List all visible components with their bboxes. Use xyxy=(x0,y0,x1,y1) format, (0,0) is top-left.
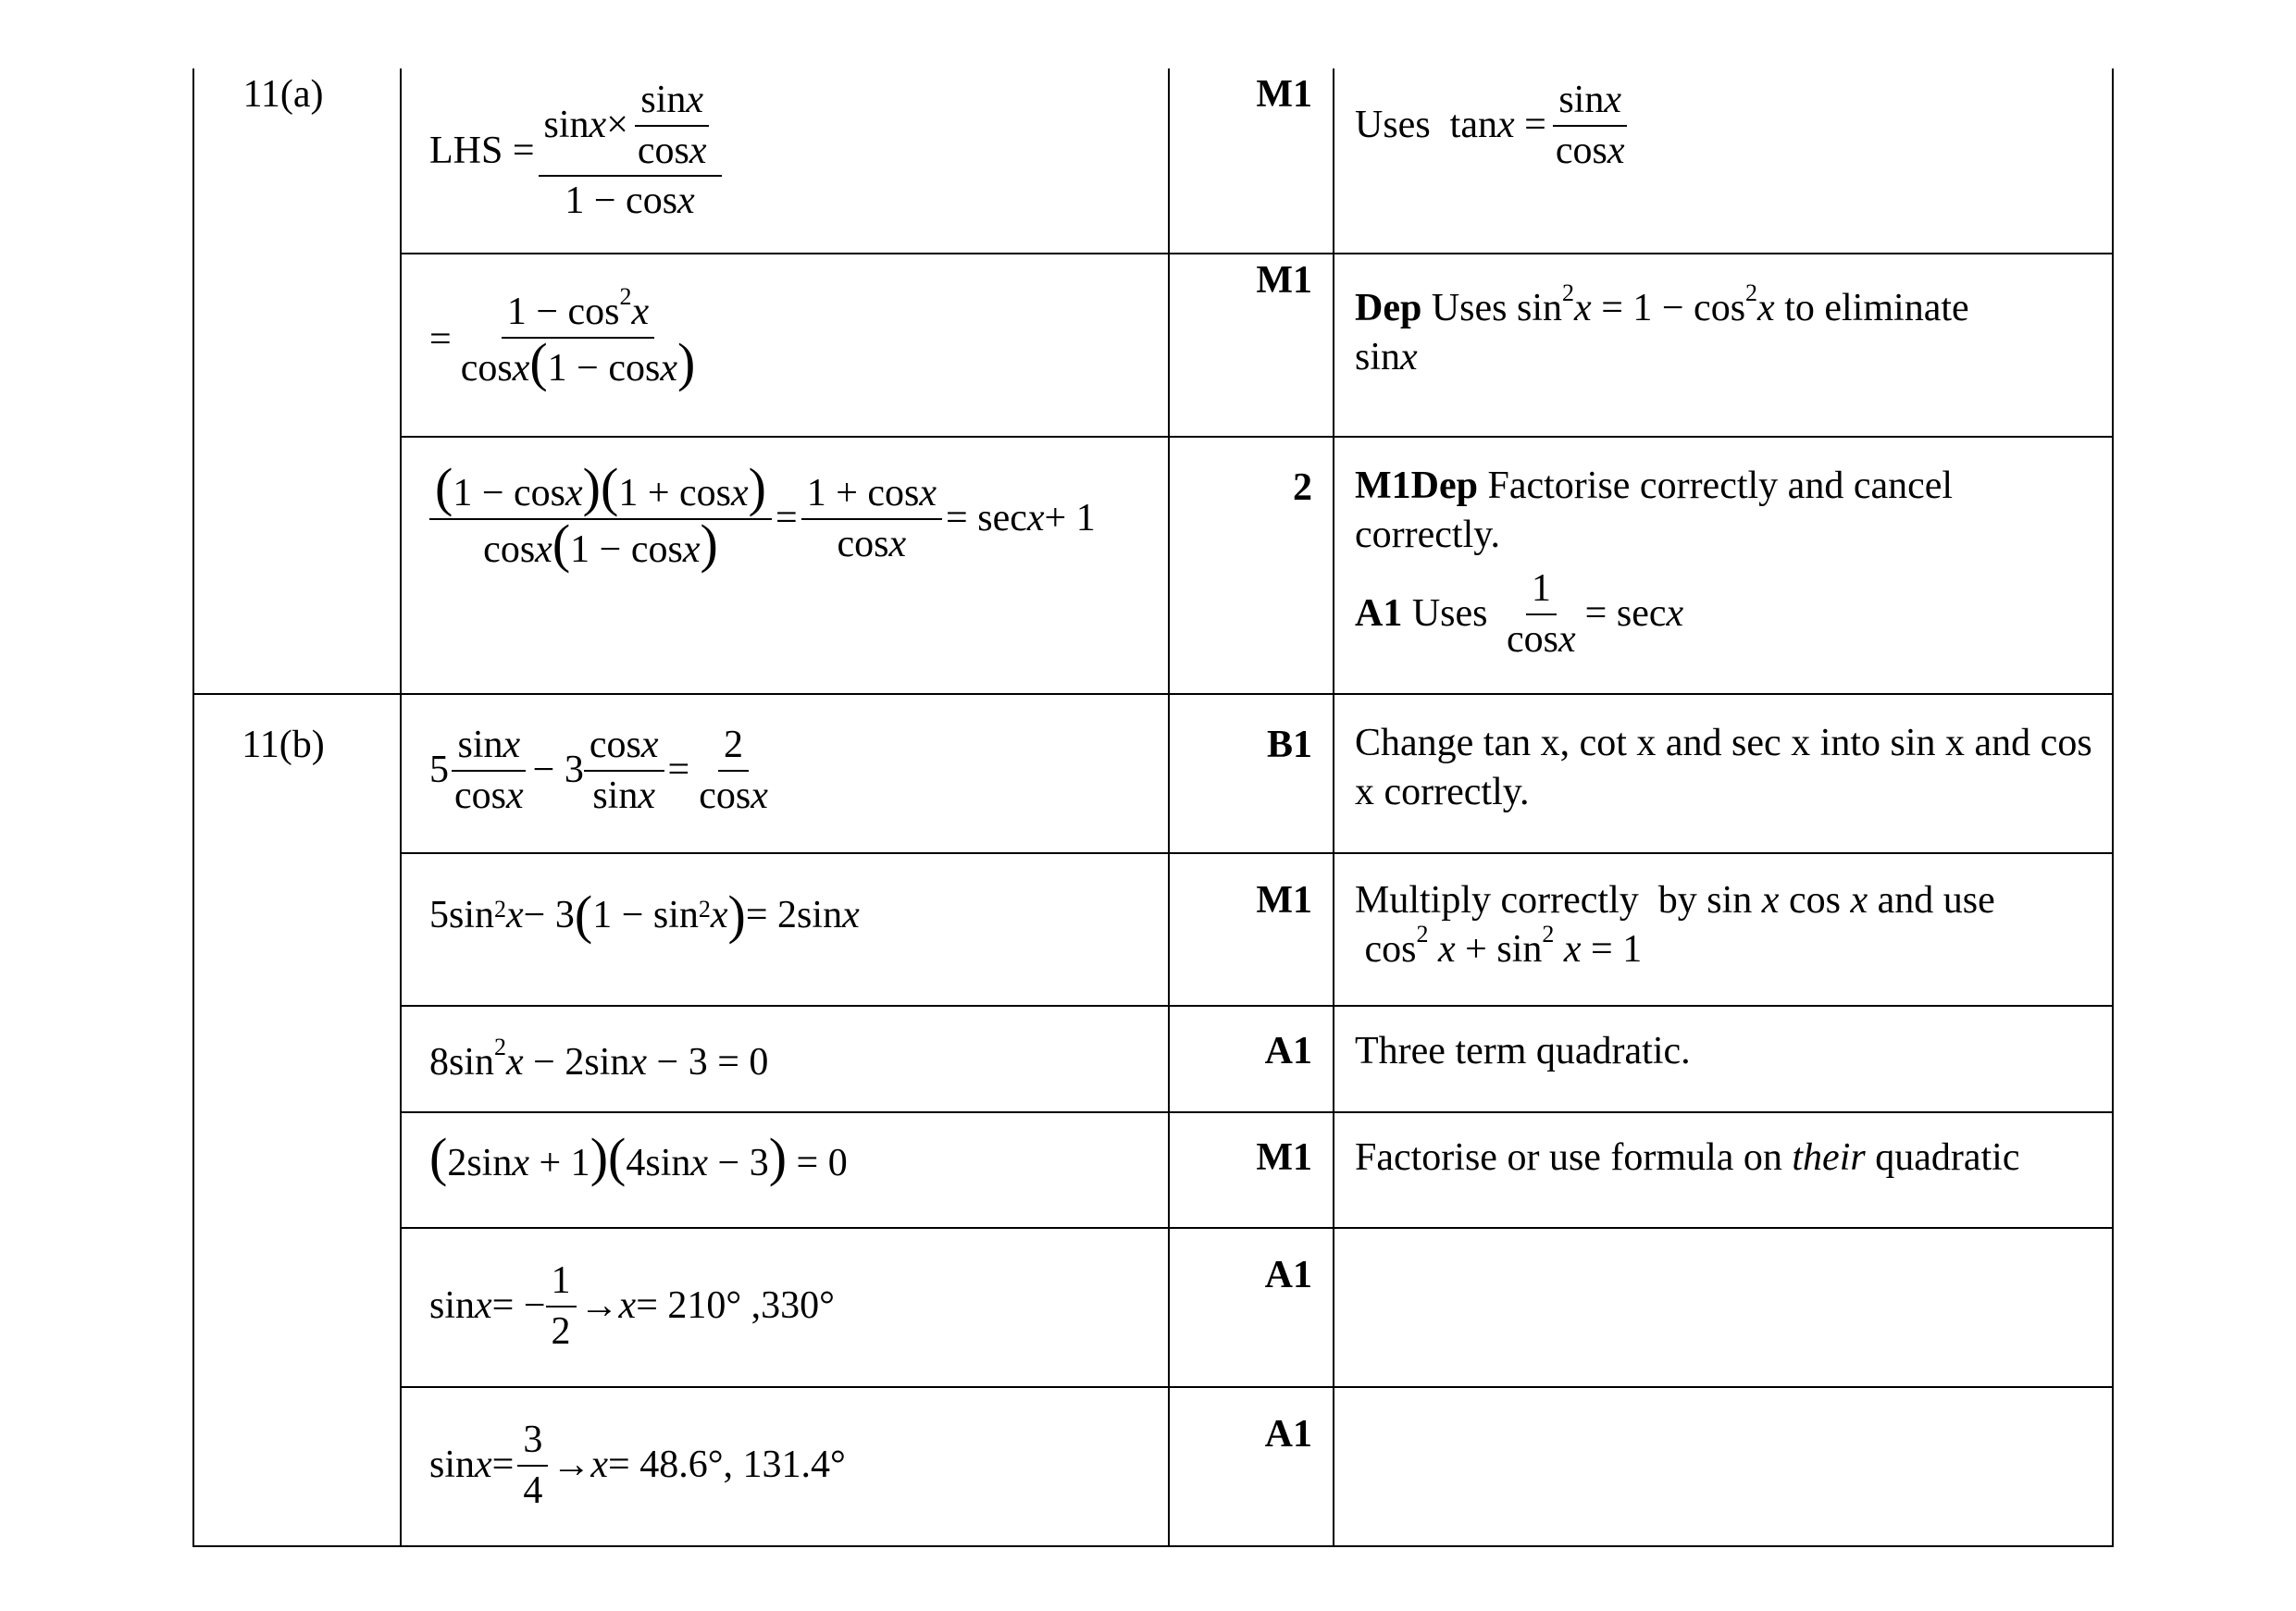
comment-cell xyxy=(1334,853,2113,1006)
comment-cell xyxy=(1334,1228,2113,1387)
lhs-label: LHS = xyxy=(429,129,535,172)
mark-cell xyxy=(1169,694,1334,853)
mark-cell xyxy=(1169,1228,1334,1387)
mark-label: M1 xyxy=(1256,879,1312,922)
table-row xyxy=(193,1228,2113,1387)
comment-equation: Uses tan x = $\frac{\sin x}{\cos x}$ xyxy=(1355,76,2095,175)
question-cell xyxy=(193,68,401,694)
table-row xyxy=(193,853,2113,1006)
comment-text: Change tan x, cot x and sec x into sin x and cos x correctly. xyxy=(1355,722,2092,813)
equation: 5sin $^2$ x − 3 ( 1 − sin $^2$ x ) = 2sin x xyxy=(429,885,860,946)
mark-label: 2 xyxy=(1293,466,1312,509)
mark-label: A1 xyxy=(1264,1254,1312,1296)
comment-text: Multiply correctly by sin x cos x and use $\cos^2 x + \sin^2 x = 1$ xyxy=(1355,879,1995,971)
comment-cell xyxy=(1334,1112,2113,1228)
table-row xyxy=(193,437,2113,694)
question-label: 11(a) xyxy=(242,73,324,116)
working-cell xyxy=(401,694,1169,853)
working-cell xyxy=(401,1006,1169,1112)
working-cell xyxy=(401,1112,1169,1228)
question-label: 11(b) xyxy=(242,724,325,766)
mark-label: B1 xyxy=(1266,724,1312,766)
comment-cell xyxy=(1334,1006,2113,1112)
table-row xyxy=(193,694,2113,853)
comment-text: Factorise or use formula on their quadratic xyxy=(1355,1136,2020,1179)
mark-cell xyxy=(1169,1006,1334,1112)
working-cell xyxy=(401,1228,1169,1387)
sin-times: sinx× xyxy=(543,104,628,147)
equation: $8\sin^2x - 2\sin x - 3 = 0$ xyxy=(429,1034,769,1084)
comment-cell xyxy=(1334,437,2113,694)
comment-text: M1Dep Factorise correctly and cancel correctly. xyxy=(1355,465,1954,556)
table-row xyxy=(193,68,2113,254)
working-cell xyxy=(401,853,1169,1006)
comment-equation: A1 Uses $\frac{1}{\cos x}$ = sec x xyxy=(1355,564,2095,663)
mark-label: M1 xyxy=(1256,73,1312,116)
mark-cell xyxy=(1169,68,1334,254)
table-row xyxy=(193,1387,2113,1546)
comment-cell xyxy=(1334,68,2113,254)
working-cell xyxy=(401,1387,1169,1546)
mark-label: M1 xyxy=(1256,1136,1312,1179)
question-cell xyxy=(193,694,401,1546)
table-row xyxy=(193,254,2113,437)
equation: = $\frac{1 - \cos^2x}{\cos x(1 - \cos x)}$ xyxy=(429,283,696,392)
mark-scheme-table xyxy=(192,68,2114,1547)
equation xyxy=(429,76,1168,226)
comment-text: Three term quadratic. xyxy=(1355,1030,1691,1072)
comment-text: Dep Uses $\sin^2x = 1 - \cos^2x$ to eliminate sinx xyxy=(1355,279,1969,378)
working-cell xyxy=(401,437,1169,694)
mark-label: A1 xyxy=(1264,1030,1312,1072)
fraction: sinx× $\frac{\sin x}{\cos x}$ 1 − cosx xyxy=(539,76,722,226)
mark-cell xyxy=(1169,1387,1334,1546)
comment-cell xyxy=(1334,694,2113,853)
comment-text: Uses xyxy=(1355,104,1431,147)
mark-cell xyxy=(1169,437,1334,694)
mark-cell xyxy=(1169,254,1334,437)
table-row xyxy=(193,1112,2113,1228)
working-cell xyxy=(401,68,1169,254)
equation: $\frac{(1 - \cos x)(1 + \cos x)}{\cos x(1 - \cos x)}$ = $\frac{1 + \cos x}{\cos x}$ = sec x + 1 xyxy=(429,464,1168,574)
mark-label: M1 xyxy=(1256,259,1312,302)
comment-cell xyxy=(1334,254,2113,437)
working-cell xyxy=(401,254,1169,437)
mark-label: A1 xyxy=(1264,1413,1312,1456)
mark-cell xyxy=(1169,853,1334,1006)
equation: sin x = $\frac{3}{4}$ → x = 48.6°, 131.4° xyxy=(429,1416,1168,1515)
mark-cell xyxy=(1169,1112,1334,1228)
equation: (2sinx + 1)(4sinx − 3) = 0 xyxy=(429,1127,848,1187)
table-row xyxy=(193,1006,2113,1112)
equation: 5 $\frac{\sin x}{\cos x}$ − 3 $\frac{\cos x}{\sin x}$ = $\frac{2}{\cos x}$ xyxy=(429,721,1168,820)
equation: sin x = − $\frac{1}{2}$ → x = 210° ,330° xyxy=(429,1257,1168,1356)
comment-cell xyxy=(1334,1387,2113,1546)
